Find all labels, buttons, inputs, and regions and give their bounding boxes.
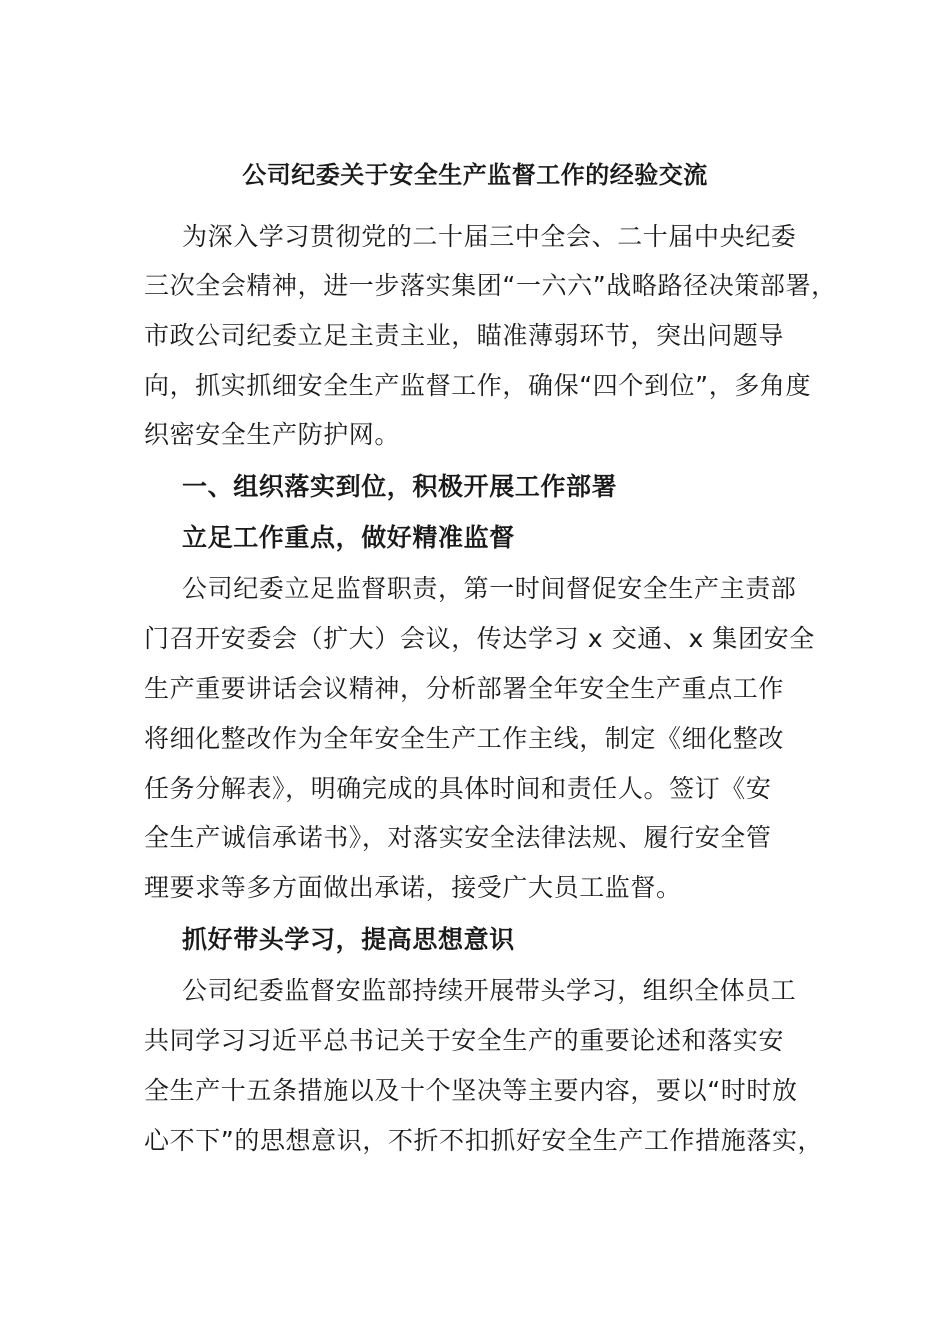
paragraph-line: 将细化整改作为全年安全生产工作主线，制定《细化整改 — [144, 724, 785, 753]
document-title: 公司纪委关于安全生产监督工作的经验交流 — [242, 161, 708, 189]
subsection-heading: 抓好带头学习，提高思想意识 — [182, 925, 515, 954]
paragraph-line: 公司纪委监督安监部持续开展带头学习，组织全体员工 — [182, 976, 797, 1005]
paragraph-line: 全生产诚信承诺书》，对落实安全法律法规、履行安全管 — [144, 823, 772, 852]
paragraph-line: 公司纪委立足监督职责，第一时间督促安全生产主责部 — [182, 574, 797, 603]
paragraph-line: 心不下”的思想意识，不折不扣抓好安全生产工作措施落实， — [144, 1126, 824, 1155]
subsection-heading: 立足工作重点，做好精准监督 — [182, 523, 515, 552]
paragraph-line: 理要求等多方面做出承诺，接受广大员工监督。 — [144, 873, 682, 902]
paragraph-line: 全生产十五条措施以及十个坚决等主要内容，要以“时时放 — [144, 1076, 798, 1105]
section-heading: 一、组织落实到位，积极开展工作部署 — [182, 472, 618, 501]
paragraph-line: 为深入学习贯彻党的二十届三中全会、二十届中央纪委 — [182, 222, 797, 251]
paragraph-line: 共同学习习近平总书记关于安全生产的重要论述和落实安 — [144, 1026, 785, 1055]
paragraph-line: 织密安全生产防护网。 — [144, 420, 401, 449]
paragraph-line: 三次全会精神，进一步落实集团“一六六”战略路径决策部署， — [144, 271, 837, 300]
paragraph-line: 市政公司纪委立足主责主业，瞄准薄弱环节，突出问题导 — [144, 321, 785, 350]
paragraph-line: 门召开安委会（扩大）会议，传达学习 x 交通、x 集团安全 — [144, 624, 815, 653]
paragraph-line: 生产重要讲话会议精神，分析部署全年安全生产重点工作 — [144, 674, 785, 703]
paragraph-line: 向，抓实抓细安全生产监督工作，确保“四个到位”，多角度 — [144, 371, 812, 400]
paragraph-line: 任务分解表》，明确完成的具体时间和责任人。签订《安 — [144, 774, 772, 803]
